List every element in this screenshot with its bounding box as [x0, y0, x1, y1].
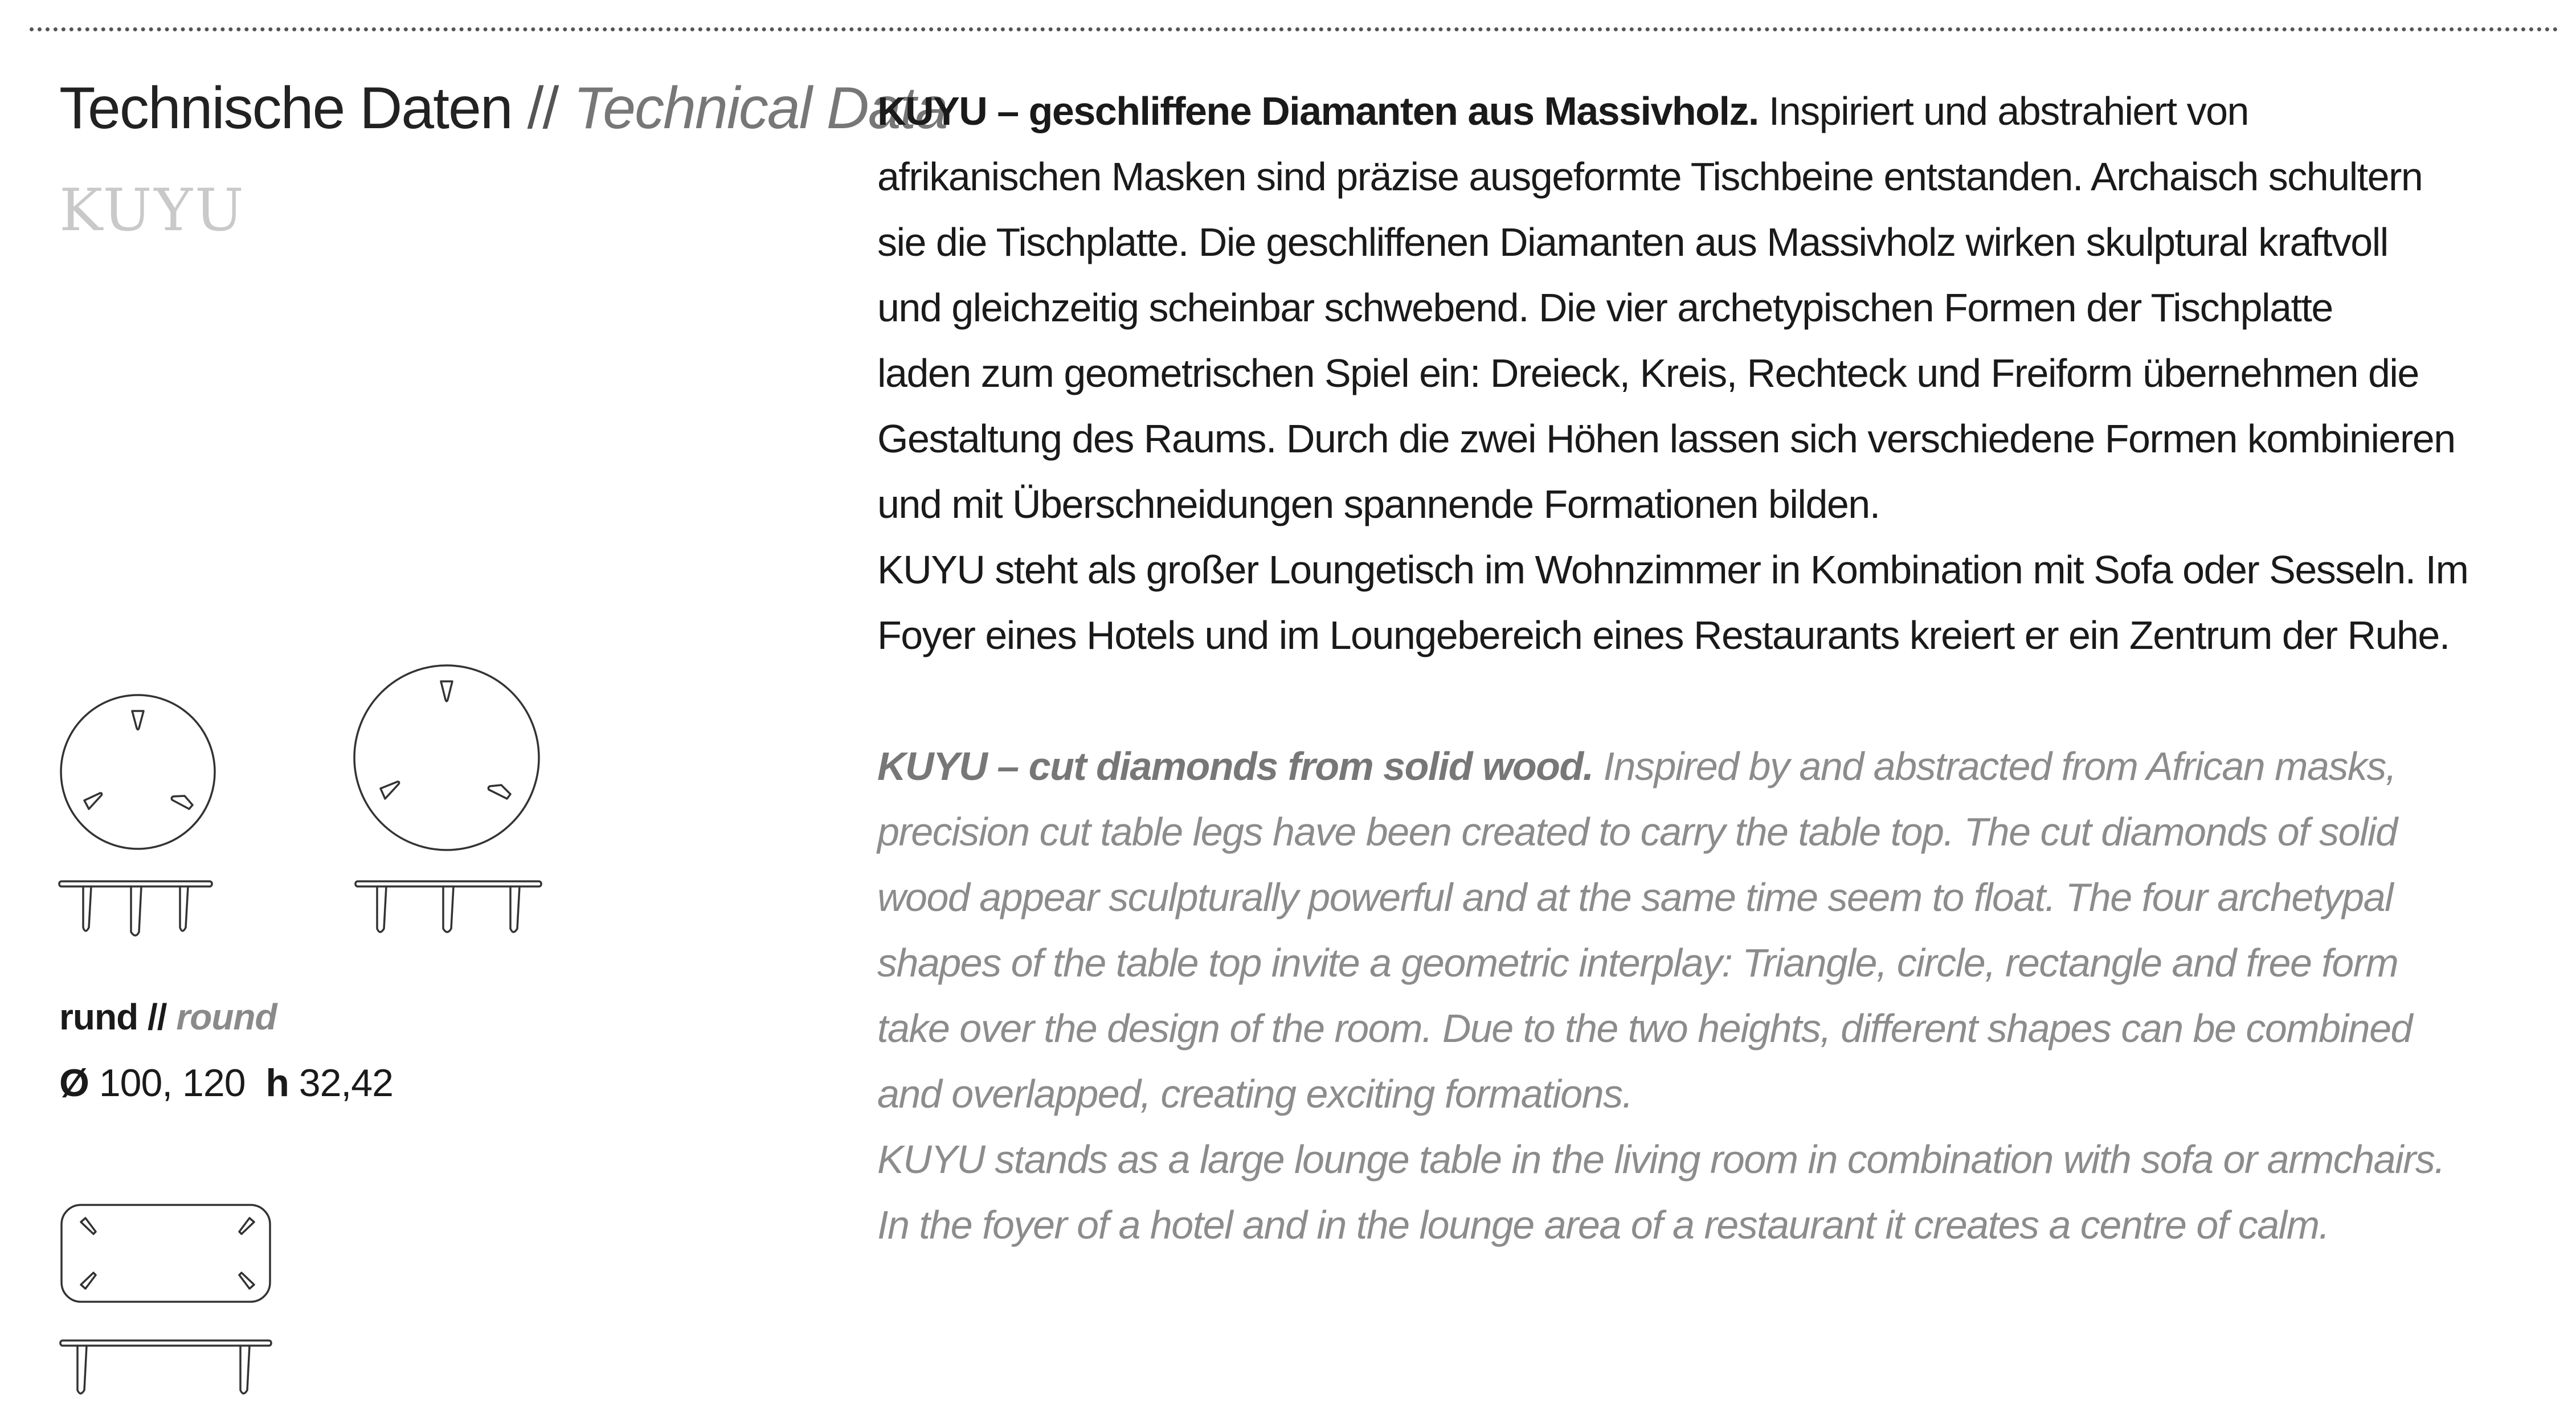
- description-de: [877, 79, 2468, 668]
- description-de-line: afrikanischen Masken sind präzise ausgeformte Tischbeine entstanden. Archaisch schultern: [877, 154, 2423, 199]
- description-en-line: [877, 734, 2415, 799]
- description-de-line: Foyer eines Hotels und im Loungebereich eines Restaurants kreiert er ein Zentrum der Ruhe.: [877, 613, 2450, 657]
- heading-en: Technical Data: [573, 75, 947, 141]
- description-de-line: Gestaltung des Raums. Durch die zwei Höhen lassen sich verschiedene Formen kombinieren: [877, 416, 2455, 461]
- top-dotted-rule: [30, 27, 2559, 31]
- description-de-line: [877, 79, 2415, 144]
- description-de-line: und gleichzeitig scheinbar schwebend. Die vier archetypischen Formen der Tischplatte: [877, 285, 2333, 330]
- heading-de: Technische Daten: [59, 75, 512, 141]
- section-heading: [59, 68, 947, 148]
- round-table-large-side-view: [355, 881, 541, 932]
- description-en-lead: KUYU – cut diamonds from solid wood.: [877, 744, 1593, 788]
- description-de-line: sie die Tischplatte. Die geschliffenen Diamanten aus Massivholz wirken skulptural kraftvoll: [877, 220, 2388, 264]
- diameter-values: 100, 120: [99, 1061, 246, 1105]
- rectangle-table-side-view: [60, 1341, 271, 1393]
- description-en-line: wood appear sculpturally powerful and at the same time seem to float. The four archetypal: [877, 875, 2393, 919]
- description-en-text: Inspired by and abstracted from African masks,: [1603, 744, 2396, 788]
- description-en-line: and overlapped, creating exciting formations.: [877, 1072, 1633, 1116]
- height-values: 32,42: [299, 1061, 393, 1105]
- description-de-line: und mit Überschneidungen spannende Formationen bilden.: [877, 482, 1880, 526]
- product-name: KUYU: [59, 177, 246, 244]
- shape-label: [59, 991, 277, 1043]
- description-en-line: take over the design of the room. Due to the two heights, different shapes can be combined: [877, 1006, 2412, 1051]
- description-en: [877, 734, 2445, 1258]
- heading-separator: //: [527, 75, 558, 141]
- diameter-symbol: Ø: [59, 1061, 89, 1105]
- description-de-lead: KUYU – geschliffene Diamanten aus Massivholz.: [877, 89, 1759, 133]
- description: [877, 79, 2468, 1258]
- technical-data-header: [59, 68, 947, 245]
- description-en-line: In the foyer of a hotel and in the lounge area of a restaurant it creates a centre of calm.: [877, 1203, 2329, 1247]
- description-en-line: KUYU stands as a large lounge table in the living room in combination with sofa or armchairs.: [877, 1137, 2445, 1182]
- shape-label-en: round: [176, 996, 277, 1037]
- round-table-small-top-view: [61, 695, 215, 849]
- shape-label-separator: //: [147, 996, 167, 1037]
- description-de-line: KUYU steht als großer Loungetisch im Wohnzimmer in Kombination mit Sofa oder Sesseln. Im: [877, 547, 2468, 592]
- description-de-line: laden zum geometrischen Spiel ein: Dreieck, Kreis, Rechteck und Freiform übernehmen die: [877, 351, 2419, 395]
- description-de-text: Inspiriert und abstrahiert von: [1768, 89, 2248, 133]
- shape-label-de: rund: [59, 996, 138, 1037]
- description-en-line: precision cut table legs have been created to carry the table top. The cut diamonds of solid: [877, 810, 2397, 854]
- height-symbol: h: [265, 1061, 289, 1105]
- round-table-large-top-view: [354, 665, 539, 850]
- dimensions: [59, 1057, 393, 1109]
- round-table-small-side-view: [59, 881, 212, 935]
- description-en-line: shapes of the table top invite a geometric interplay: Triangle, circle, rectangle and free form: [877, 941, 2398, 985]
- rectangle-table-top-view: [62, 1205, 270, 1302]
